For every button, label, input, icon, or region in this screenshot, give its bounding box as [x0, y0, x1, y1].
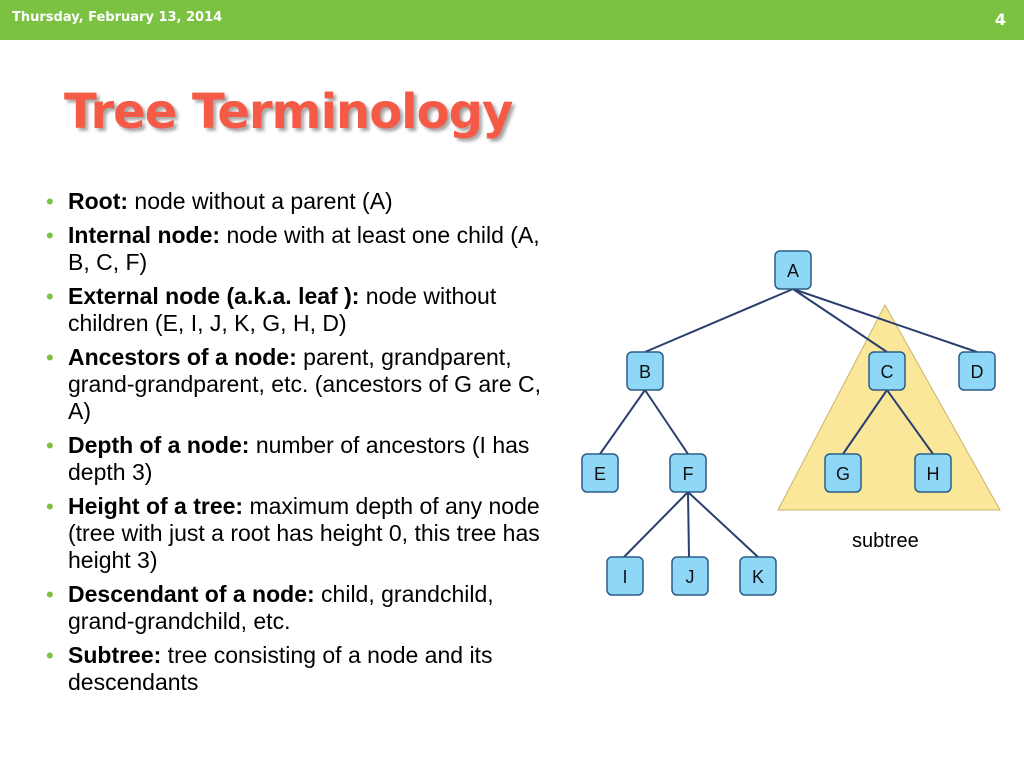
- bullet-term: Internal node:: [68, 222, 221, 248]
- slide-page-number: 4: [994, 10, 1006, 29]
- bullet-text: node without a parent (A): [128, 188, 393, 214]
- tree-node-d: [959, 352, 995, 390]
- slide-date: Thursday, February 13, 2014: [12, 10, 223, 25]
- bullet-dot-icon: •: [46, 582, 54, 607]
- bullet-text: number of ancestors (I has depth 3): [68, 432, 530, 485]
- bullet-dot-icon: •: [46, 494, 54, 519]
- edge-a-c: [793, 289, 887, 352]
- svg-text:C: C: [880, 362, 894, 382]
- edge-b-e: [600, 390, 645, 454]
- svg-text:J: J: [685, 567, 695, 587]
- tree-node-f: [670, 454, 706, 492]
- svg-text:F: F: [682, 464, 694, 484]
- bullet-term: Ancestors of a node:: [68, 344, 297, 370]
- slide-title: Tree Terminology: [64, 84, 513, 140]
- bullet-text: parent, grandparent, grand-grandparent, etc. (ancestors of G are C, A): [68, 344, 542, 424]
- bullet-text: node without children (E, I, J, K, G, H, D): [68, 283, 497, 336]
- tree-node-e: [582, 454, 618, 492]
- tree-node-i: [607, 557, 643, 595]
- bullet-dot-icon: •: [46, 345, 54, 370]
- tree-node-b: [627, 352, 663, 390]
- edge-f-k: [688, 492, 758, 557]
- svg-text:B: B: [638, 362, 652, 382]
- bullet-text: child, grandchild, grand-grandchild, etc.: [68, 581, 494, 634]
- tree-node-k: [740, 557, 776, 595]
- bullet-term: Root:: [68, 188, 129, 214]
- bullet-term: Height of a tree:: [68, 493, 244, 519]
- edge-b-f: [645, 390, 688, 454]
- bullet-dot-icon: •: [46, 433, 54, 458]
- bullet-term: External node (a.k.a. leaf ):: [68, 283, 360, 309]
- subtree-triangle: [778, 305, 1000, 510]
- bullet-text: node with at least one child (A, B, C, F): [68, 222, 540, 275]
- bullet-dot-icon: •: [46, 284, 54, 309]
- bullet-dot-icon: •: [46, 189, 54, 214]
- svg-text:A: A: [786, 261, 800, 281]
- tree-node-a: [775, 251, 811, 289]
- bullet-text: maximum depth of any node (tree with just a root has height 0, this tree has height 3): [68, 493, 540, 573]
- subtree-label: subtree: [852, 530, 919, 552]
- tree-node-j: [672, 557, 708, 595]
- tree-node-g: [825, 454, 861, 492]
- bullet-term: Subtree:: [68, 642, 162, 668]
- svg-text:E: E: [593, 464, 607, 484]
- svg-text:G: G: [835, 464, 851, 484]
- svg-text:I: I: [622, 567, 628, 587]
- svg-text:D: D: [970, 362, 984, 382]
- bullet-dot-icon: •: [46, 643, 54, 668]
- edge-f-i: [624, 492, 688, 557]
- tree-node-c: [869, 352, 905, 390]
- tree-node-h: [915, 454, 951, 492]
- svg-text:H: H: [926, 464, 940, 484]
- svg-text:K: K: [751, 567, 765, 587]
- bullet-text: tree consisting of a node and its descendants: [68, 642, 493, 695]
- bullet-term: Descendant of a node:: [68, 581, 315, 607]
- bullet-dot-icon: •: [46, 223, 54, 248]
- edge-f-j: [688, 492, 689, 557]
- edge-a-b: [645, 289, 793, 352]
- bullet-term: Depth of a node:: [68, 432, 250, 458]
